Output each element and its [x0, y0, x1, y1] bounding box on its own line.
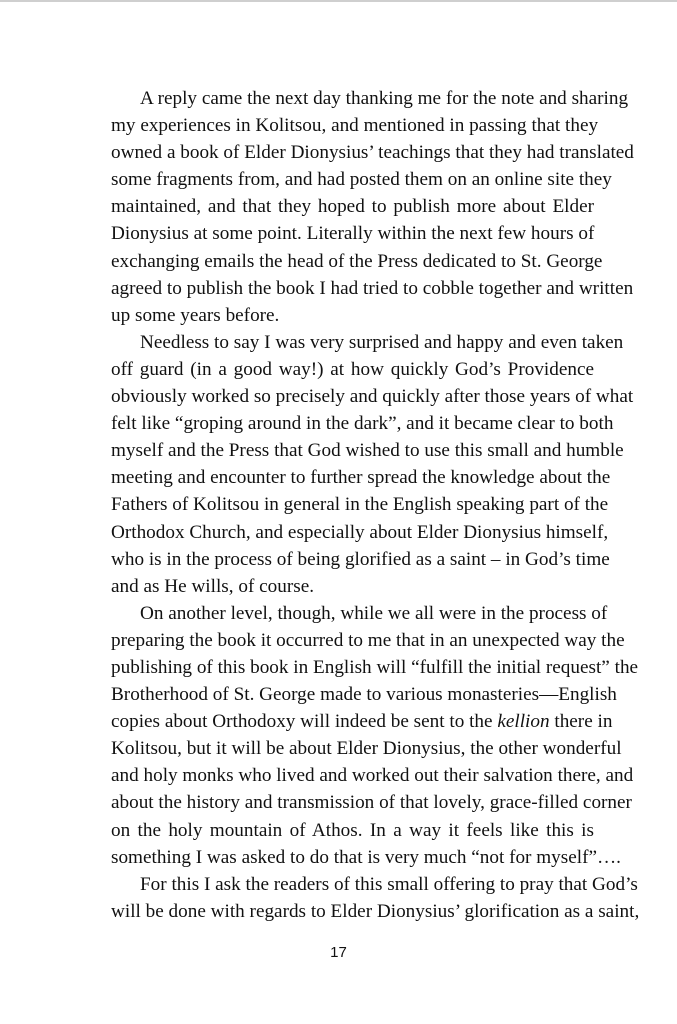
text-line: A reply came the next day thanking me for the note and sharing [140, 88, 629, 109]
text-line: who is in the process of being glorified as a saint – in God’s time [111, 548, 610, 570]
text-segment: copies about Orthodoxy will indeed be sent to the [111, 711, 498, 733]
text-line: agreed to publish the book I had tried to cobble together and written [111, 277, 634, 299]
text-line: For this I ask the readers of this small offering to pray that God’s [140, 873, 638, 895]
text-line: up some years before. [111, 304, 280, 326]
page-body-text [82, 85, 640, 925]
page-number: 17 [330, 944, 347, 961]
text-line: maintained, and that they hoped to publish more about Elder [111, 196, 594, 218]
text-line: Brotherhood of St. George made to various monasteries—English [111, 684, 617, 706]
page-top-border [0, 0, 677, 2]
text-line: on the holy mountain of Athos. In a way it feels like this is [111, 819, 594, 841]
text-line: some fragments from, and had posted them on an online site they [111, 169, 612, 191]
text-line: Orthodox Church, and especially about Elder Dionysius himself, [111, 521, 609, 543]
text-line: Needless to say I was very surprised and happy and even taken [140, 331, 624, 353]
text-segment: there in [549, 711, 613, 733]
text-line: myself and the Press that God wished to use this small and humble [111, 440, 624, 462]
text-line: felt like “groping around in the dark”, and it became clear to both [111, 413, 614, 435]
text-line: off guard (in a good way!) at how quickly God’s Providence [111, 358, 594, 380]
text-line: Kolitsou, but it will be about Elder Dionysius, the other wonderful [111, 738, 622, 760]
text-line: something I was asked to do that is very much “not for myself”…. [111, 846, 621, 868]
text-line: and as He wills, of course. [111, 575, 315, 597]
text-line: owned a book of Elder Dionysius’ teachings that they had translated [111, 142, 634, 164]
text-line: Fathers of Kolitsou in general in the English speaking part of the [111, 494, 609, 516]
paragraph-2 [82, 329, 634, 600]
paragraph-4 [82, 871, 640, 925]
text-line: Dionysius at some point. Literally within the next few hours of [111, 223, 595, 245]
text-line: my experiences in Kolitsou, and mentioned in passing that they [111, 115, 599, 137]
text-line: preparing the book it occurred to me that in an unexpected way the [111, 629, 625, 651]
text-line: meeting and encounter to further spread the knowledge about the [111, 467, 611, 489]
paragraph-3 [82, 600, 639, 871]
text-line: exchanging emails the head of the Press dedicated to St. George [111, 250, 603, 272]
text-line: publishing of this book in English will “fulfill the initial request” the [111, 656, 639, 678]
text-line-with-italic [82, 708, 613, 735]
text-line: On another level, though, while we all were in the process of [140, 602, 608, 624]
italic-term-kellion: kellion [497, 711, 550, 733]
text-line: and holy monks who lived and worked out their salvation there, and [111, 765, 634, 787]
text-line: obviously worked so precisely and quickly after those years of what [111, 386, 634, 408]
text-line: about the history and transmission of that lovely, grace-filled corner [111, 792, 632, 814]
paragraph-1 [82, 85, 634, 329]
text-line: will be done with regards to Elder Dionysius’ glorification as a saint, [111, 900, 640, 922]
